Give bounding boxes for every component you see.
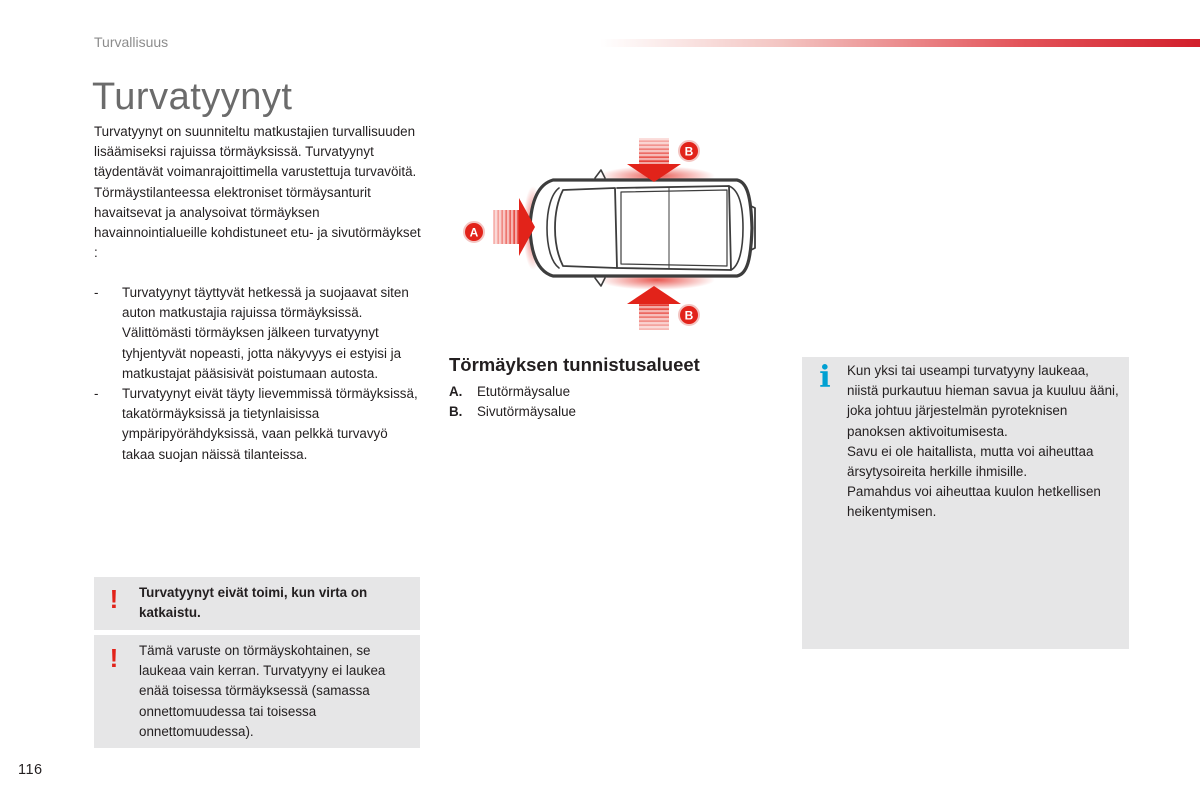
zone-label-text: B [684, 308, 694, 323]
legend-label: Etutörmäysalue [477, 384, 571, 399]
info-paragraph: Savu ei ole haitallista, mutta voi aiheuttaa ärsytysoireita herkille ihmisille. [847, 443, 1094, 480]
list-item [94, 384, 424, 465]
warning-box-single-use [94, 635, 420, 748]
zones-legend [449, 382, 576, 422]
list-item [94, 283, 424, 384]
zone-label-text: A [469, 225, 479, 240]
info-paragraph: Kun yksi tai useampi turvatyyny laukeaa, niistä purkautuu hieman savua ja kuuluu ääni, joka johtuu järjestelmän pyroteknisen panoksen aktivoitumisesta. [847, 363, 1119, 439]
info-box [802, 357, 1129, 649]
zone-label-side-top [679, 141, 699, 161]
bullet-text: Turvatyynyt eivät täyty lievemmissä törmäyksissä, takatörmäyksissä ja tietynlaisissa ympäripyörähdyksissä, vaan pelkkä turvavyö takaa suojan näissä tilanteissa. [122, 386, 418, 462]
warning-text: Tämä varuste on törmäyskohtainen, se laukeaa vain kerran. Turvatyyny ei laukea enää toisessa törmäyksessä (samassa onnettomuudessa tai toisessa onnettomuudessa). [139, 643, 386, 739]
impact-arrow-side-bottom [627, 286, 681, 330]
bullet-text: Turvatyynyt täyttyvät hetkessä ja suojaavat siten auton matkustajia rajuissa törmäyksissä. Välittömästi törmäyksen jälkeen turvatyynyt tyhjentyvät nopeasti, jotta näkyvyys ei estyisi ja matkustajat pääsisivät poistumaan autosta. [122, 285, 409, 381]
warning-box-power [94, 577, 420, 630]
car-icon [530, 170, 755, 286]
legend-key: A. [449, 384, 463, 399]
zone-label-front [464, 222, 484, 242]
bullet-list [94, 283, 424, 465]
warning-icon: ! [109, 643, 119, 673]
info-paragraph: Pamahdus voi aiheuttaa kuulon hetkellisen heikentymisen. [847, 484, 1101, 520]
list-item [449, 382, 576, 402]
warning-text: Turvatyynyt eivät toimi, kun virta on katkaistu. [139, 585, 368, 621]
legend-label: Sivutörmäysalue [477, 404, 576, 420]
crash-zones-diagram [455, 130, 765, 335]
bullet-dash: - [94, 285, 99, 300]
page-number: 116 [18, 762, 43, 778]
warning-icon: ! [109, 584, 119, 614]
info-icon: i [819, 360, 831, 395]
intro-paragraph: Turvatyynyt on suunniteltu matkustajien turvallisuuden lisäämiseksi rajuissa törmäyksissä. Turvatyynyt täydentävät voimanrajoittimella varustettuja turvavöitä. Törmäystilanteessa elektroniset törmäysanturit havaitsevat ja analysoivat törmäyksen havainnointialueille kohdistuneet etu- ja sivutörmäykset : [94, 124, 421, 261]
bullet-dash: - [94, 386, 99, 402]
list-item [449, 402, 576, 422]
legend-key: B. [449, 404, 463, 420]
zone-label-text: B [684, 144, 694, 159]
zone-label-side-bottom [679, 305, 699, 325]
zones-heading: Törmäyksen tunnistusalueet [449, 354, 700, 375]
section-label: Turvallisuus [94, 34, 169, 50]
header-accent-bar [600, 39, 1200, 47]
page-title: Turvatyynyt [92, 76, 293, 118]
